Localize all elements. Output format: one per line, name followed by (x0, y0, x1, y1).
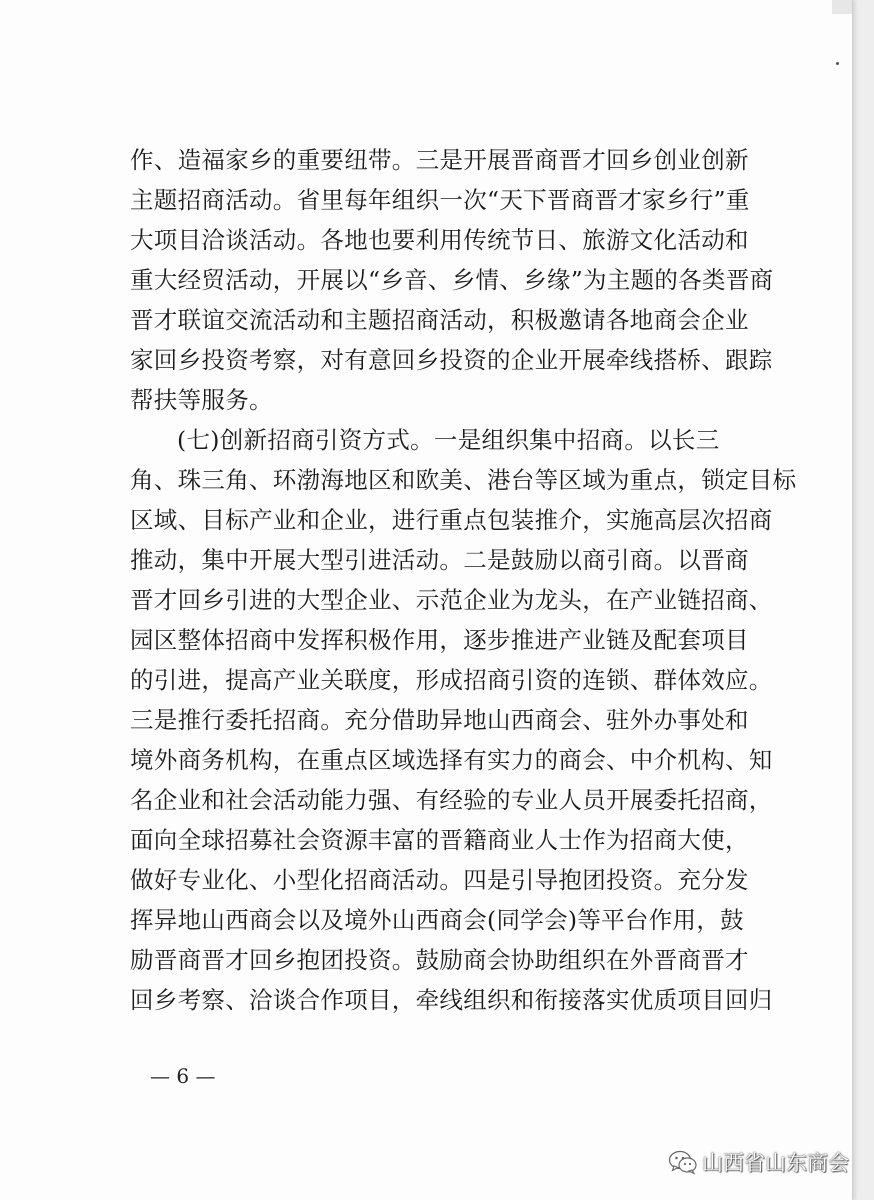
text-line: 面向全球招募社会资源丰富的晋籍商业人士作为招商大使， (130, 826, 749, 854)
scan-speck (836, 62, 839, 65)
text-line: (七)创新招商引资方式。一是组织集中招商。以长三 (177, 426, 720, 454)
text-line: 励晋商晋才回乡抱团投资。鼓励商会协助组织在外晋商晋才 (130, 946, 749, 974)
text-line: 回乡考察、洽谈合作项目，牵线组织和衔接落实优质项目回归 (130, 986, 773, 1014)
text-line: 的引进，提高产业关联度，形成招商引资的连锁、群体效应。 (130, 666, 773, 694)
text-line: 主题招商活动。省里每年组织一次“天下晋商晋才家乡行”重 (130, 186, 750, 214)
wechat-icon (668, 1149, 698, 1175)
text-line: 境外商务机构，在重点区域选择有实力的商会、中介机构、知 (130, 746, 773, 774)
text-line: 挥异地山西商会以及境外山西商会(同学会)等平台作用，鼓 (130, 906, 744, 934)
text-line: 角、珠三角、环渤海地区和欧美、港台等区域为重点，锁定目标 (130, 466, 797, 494)
page-number: — 6 — (150, 1064, 216, 1088)
text-line: 重大经贸活动，开展以“乡音、乡情、乡缘”为主题的各类晋商 (130, 266, 774, 294)
text-line: 区域、目标产业和企业，进行重点包装推介，实施高层次招商 (130, 506, 773, 534)
text-line: 晋才回乡引进的大型企业、示范企业为龙头，在产业链招商、 (130, 586, 773, 614)
text-line: 三是推行委托招商。充分借助异地山西商会、驻外办事处和 (130, 706, 749, 734)
text-line: 名企业和社会活动能力强、有经验的专业人员开展委托招商， (130, 786, 773, 814)
text-line: 帮扶等服务。 (130, 386, 273, 414)
text-line: 晋才联谊交流活动和主题招商活动，积极邀请各地商会企业 (130, 306, 749, 334)
watermark-account-name: 山西省山东商会 (702, 1151, 849, 1175)
scan-corner-shadow (832, 0, 852, 14)
text-line: 推动，集中开展大型引进活动。二是鼓励以商引商。以晋商 (130, 546, 749, 574)
text-line: 大项目洽谈活动。各地也要利用传统节日、旅游文化活动和 (130, 226, 749, 254)
text-line: 做好专业化、小型化招商活动。四是引导抱团投资。充分发 (130, 866, 749, 894)
text-line: 园区整体招商中发挥积极作用，逐步推进产业链及配套项目 (130, 626, 749, 654)
wechat-watermark (668, 1146, 849, 1178)
text-line: 作、造福家乡的重要纽带。三是开展晋商晋才回乡创业创新 (130, 146, 749, 174)
document-body (130, 140, 797, 1020)
text-line: 家回乡投资考察，对有意回乡投资的企业开展牵线搭桥、跟踪 (130, 346, 773, 374)
